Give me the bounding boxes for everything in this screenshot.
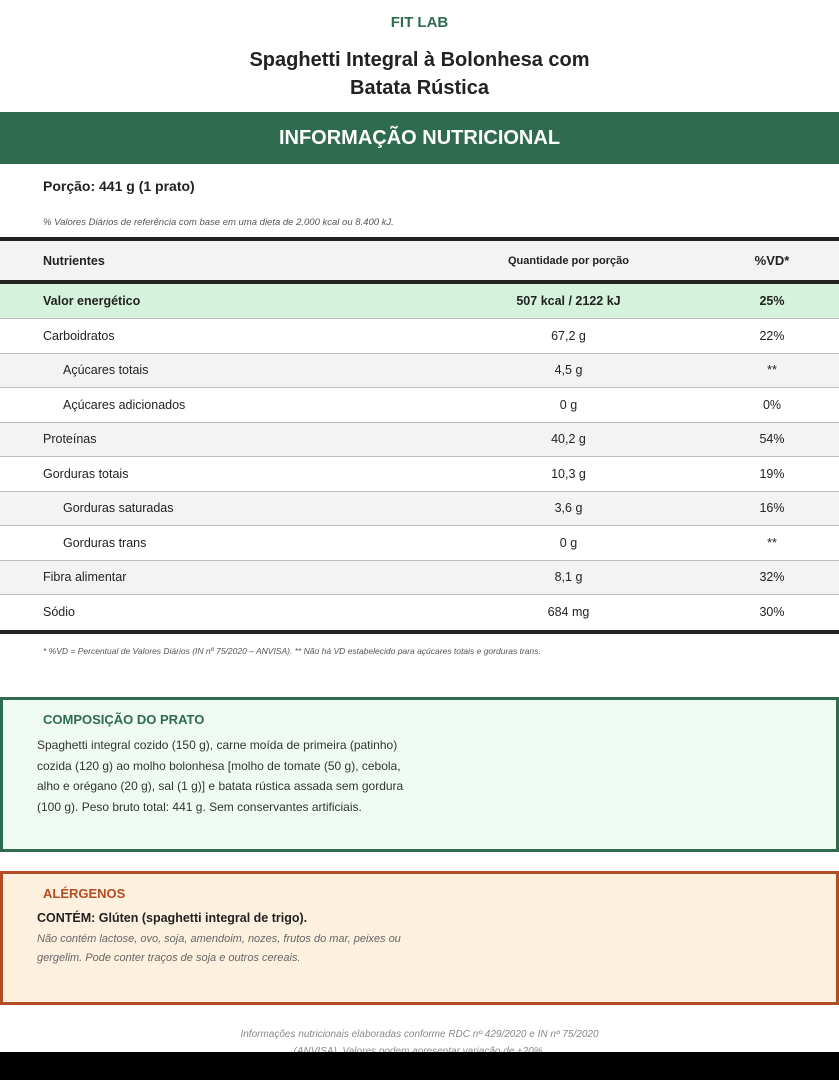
nutrient-name: Valor energético [43,294,141,308]
nutrient-daily-value: ** [767,535,777,550]
nutrient-daily-value: 19% [759,466,785,481]
nutrient-quantity: 0 g [559,397,578,412]
product-title-line-1: Spaghetti Integral à Bolonhesa com [249,49,590,71]
nutrient-name: Açúcares totais [63,363,149,378]
table-row [0,354,839,389]
table-row [0,388,839,423]
nutrient-quantity: 40,2 g [551,432,586,447]
nutrient-quantity: 10,3 g [551,466,586,481]
composition-title: COMPOSIÇÃO DO PRATO [43,712,205,727]
nutrient-name: Gorduras trans [63,535,147,550]
allergens-contains: CONTÉM: Glúten (spaghetti integral de trigo). [37,911,308,925]
composition-text: Spaghetti integral cozido (150 g), carne moída de primeira (patinho) cozida (120 g) ao molho bolonhesa [molho de tomate (50 g), cebola, alho e orégano (20 g), sal (1 g)] e batata rústica assada sem gordura (100 g). Peso bruto total: 441 g. Sem conservantes artificiais. [37,738,404,814]
nutrient-name: Gorduras saturadas [63,501,174,516]
legal-notice-line-1: Informações nutricionais elaboradas conforme RDC nº 429/2020 e IN nº 75/2020 [240,1029,599,1040]
nutrient-quantity: 8,1 g [554,570,583,585]
nutrient-daily-value: 22% [759,328,785,343]
nutrient-name: Carboidratos [43,328,115,343]
nutrient-daily-value: ** [767,363,777,378]
table-row [0,319,839,354]
table-row [0,457,839,492]
header-quantity: Quantidade por porção [507,254,629,267]
product-title-line-2: Batata Rústica [350,77,489,99]
allergens-title: ALÉRGENOS [43,886,126,901]
brand-name: FIT LAB [390,14,449,31]
table-header [0,241,839,284]
nutrient-daily-value: 30% [759,605,785,620]
nutrient-name: Sódio [43,605,75,620]
table-footnote: * %VD = Percentual de Valores Diários (IN nº 75/2020 – ANVISA). ** Não há VD estabelecido para açúcares totais e gorduras trans. [43,646,541,656]
composition-box [0,697,839,852]
nutrient-daily-value: 54% [759,432,785,447]
nutrient-name: Açúcares adicionados [63,397,186,412]
allergens-note: Não contém lactose, ovo, soja, amendoim, nozes, frutos do mar, peixes ou gergelim. Pode conter traços de soja e outros cereais. [37,933,401,964]
nutrient-quantity: 4,5 g [554,363,583,378]
nutrient-quantity: 0 g [559,535,578,550]
table-row [0,595,839,630]
product-title [0,46,839,102]
portion-size: Porção: 441 g (1 prato) [43,178,195,194]
nutrition-banner: INFORMAÇÃO NUTRICIONAL [0,112,839,164]
nutrient-name: Proteínas [43,432,97,447]
nutrient-daily-value: 32% [759,570,785,585]
header-nutrients: Nutrientes [43,253,105,268]
nutrient-quantity: 684 mg [547,605,590,620]
allergens-box [0,871,839,1005]
reference-note: % Valores Diários de referência com base em uma dieta de 2.000 kcal ou 8.400 kJ. [43,217,394,228]
table-row [0,561,839,596]
table-row-energy [0,284,839,319]
nutrient-name: Gorduras totais [43,466,129,481]
table-row [0,492,839,527]
nutrition-table [0,237,839,634]
nutrient-daily-value: 25% [759,294,785,308]
header-daily-value: %VD* [754,253,790,268]
nutrient-quantity: 67,2 g [551,328,586,343]
bottom-black-bar [0,1052,839,1080]
nutrient-name: Fibra alimentar [43,570,127,585]
table-row [0,423,839,458]
nutrient-quantity: 507 kcal / 2122 kJ [516,294,621,308]
nutrient-daily-value: 0% [762,397,782,412]
table-row [0,526,839,561]
nutrient-daily-value: 16% [759,501,785,516]
nutrient-quantity: 3,6 g [554,501,583,516]
